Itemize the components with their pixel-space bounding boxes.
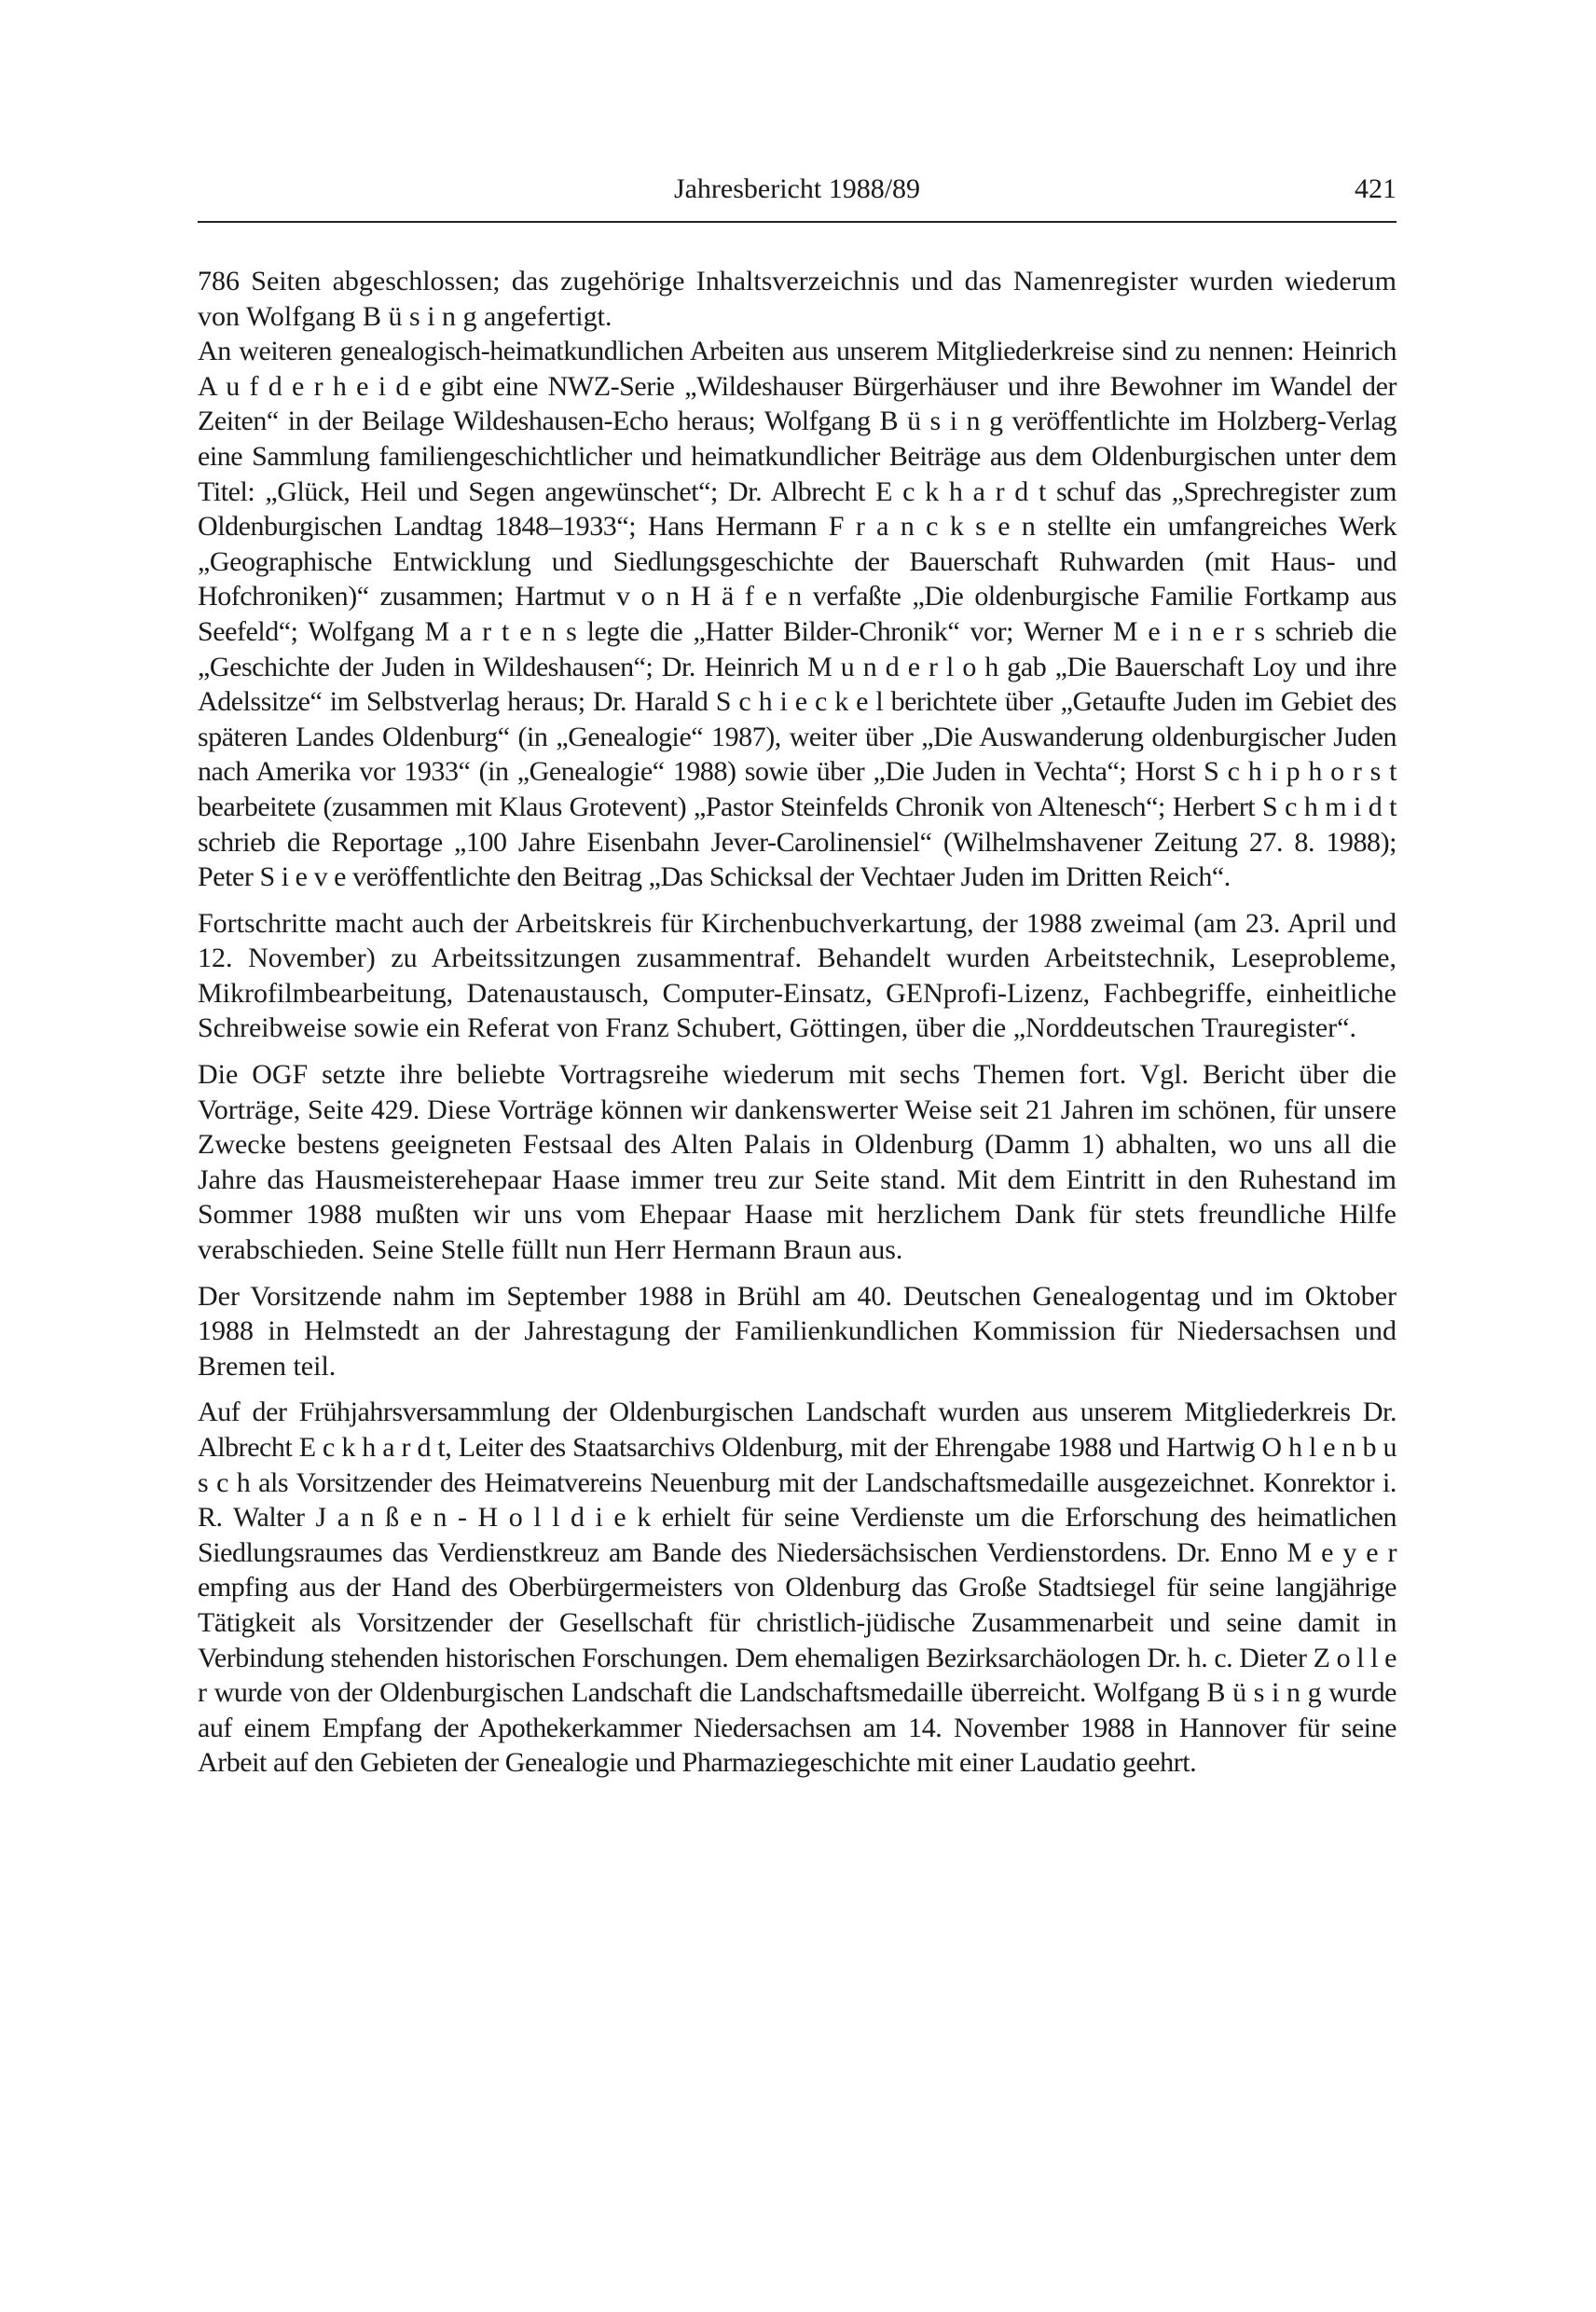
paragraph-ehrungen: Auf der Frühjahrsversammlung der Oldenburgischen Landschaft wurden aus unserem Mitgliederkreis Dr. Albrecht E c k h a r d t, Leiter des Staatsarchivs Oldenburg, mit der Ehrengabe 1988 und Hartwig O h l e n b u s c h als Vorsitzender des Heimatvereins Neuenburg mit der Landschaftsmedaille ausgezeichnet. Konrektor i. R. Walter J a n ß e n - H o l l d i e k erhielt für seine Verdienste um die Erforschung des heimatlichen Siedlungsraumes das Verdienstkreuz am Bande des Niedersächsischen Verdienstordens. Dr. Enno M e y e r empfing aus der Hand des Oberbürgermeisters von Oldenburg das Große Stadtsiegel für seine langjährige Tätigkeit als Vorsitzender der Gesellschaft für christlich-jüdische Zusammenarbeit und seine damit in Verbindung stehenden historischen Forschungen. Dem ehemaligen Bezirksarchäologen Dr. h. c. Dieter Z o l l e r wurde von der Oldenburgischen Landschaft die Landschaftsmedaille überreicht. Wolfgang B ü s i n g wurde auf einem Empfang der Apothekerkammer Niedersachsen am 14. November 1988 in Hannover für seine Arbeit auf den Gebieten der Genealogie und Pharmaziegeschichte mit einer Laudatio geehrt. — [198, 1397, 1396, 1779]
header-rule — [198, 221, 1396, 223]
paragraph-arbeitskreis: Fortschritte macht auch der Arbeitskreis für Kirchenbuchverkartung, der 1988 zweimal (am 23. April und 12. November) zu Arbeitssitzungen zusammentraf. Behandelt wurden Arbeitstechnik, Leseprobleme, Mikrofilmbearbeitung, Datenaustausch, Computer-Einsatz, GENprofi-Lizenz, Fachbegriffe, einheitliche Schreibweise sowie ein Referat von Franz Schubert, Göttingen, über die „Norddeutschen Trauregister“. — [198, 907, 1396, 1044]
paragraph-register: 786 Seiten abgeschlossen; das zugehörige Inhaltsverzeichnis und das Namenregister wurden wiederum von Wolfgang B ü s i n g angefertigt. — [198, 266, 1396, 332]
paragraph-vortragsreihe: Die OGF setzte ihre beliebte Vortragsreihe wiederum mit sechs Themen fort. Vgl. Bericht über die Vorträge, Seite 429. Diese Vorträge können wir dankenswerter Weise seit 21 Jahren im schönen, für unsere Zwecke bestens geeigneten Festsaal des Alten Palais in Oldenburg (Damm 1) abhalten, wo uns all die Jahre das Hausmeisterehepaar Haase immer treu zur Seite stand. Mit dem Eintritt in den Ruhestand im Sommer 1988 mußten wir uns vom Ehepaar Haase mit herzlichem Dank für stets freundliche Hilfe verabschieden. Seine Stelle füllt nun Herr Hermann Braun aus. — [198, 1059, 1396, 1266]
paragraph-publications: An weiteren genealogisch-heimatkundlichen Arbeiten aus unserem Mitgliederkreise sind zu nennen: Heinrich A u f d e r h e i d e gibt eine NWZ-Serie „Wildeshauser Bürgerhäuser und ihre Bewohner im Wandel der Zeiten“ in der Beilage Wildeshausen-Echo heraus; Wolfgang B ü s i n g veröffentlichte im Holzberg-Verlag eine Sammlung familiengeschichtlicher und heimatkundlicher Beiträge aus dem Oldenburgischen unter dem Titel: „Glück, Heil und Segen angewünschet“; Dr. Albrecht E c k h a r d t schuf das „Sprechregister zum Oldenburgischen Landtag 1848–1933“; Hans Hermann F r a n c k s e n stellte ein umfangreiches Werk „Geographische Entwicklung und Siedlungsgeschichte der Bauerschaft Ruhwarden (mit Haus- und Hofchroniken)“ zusammen; Hartmut v o n H ä f e n verfaßte „Die oldenburgische Familie Fortkamp aus Seefeld“; Wolfgang M a r t e n s legte die „Hatter Bilder-Chronik“ vor; Werner M e i n e r s schrieb die „Geschichte der Juden in Wildeshausen“; Dr. Heinrich M u n d e r l o h gab „Die Bauerschaft Loy und ihre Adelssitze“ im Selbstverlag heraus; Dr. Harald S c h i e c k e l berichtete über „Getaufte Juden im Gebiet des späteren Landes Oldenburg“ (in „Genealogie“ 1987), weiter über „Die Auswanderung oldenburgischer Juden nach Amerika vor 1933“ (in „Genealogie“ 1988) sowie über „Die Juden in Vechta“; Horst S c h i p h o r s t bearbeitete (zusammen mit Klaus Grotevent) „Pastor Steinfelds Chronik von Altenesch“; Herbert S c h m i d t schrieb die Reportage „100 Jahre Eisenbahn Jever-Carolinensiel“ (Wilhelmshavener Zeitung 27. 8. 1988); Peter S i e v e veröffentlichte den Beitrag „Das Schicksal der Vechtaer Juden im Dritten Reich“. — [198, 336, 1396, 893]
running-header — [198, 173, 1396, 214]
paragraph-vorsitzender: Der Vorsitzende nahm im September 1988 in Brühl am 40. Deutschen Genealogentag und im Oktober 1988 in Helmstedt an der Jahrestagung der Familienkundlichen Kommission für Niedersachsen und Bremen teil. — [198, 1280, 1396, 1382]
running-title: Jahresbericht 1988/89 — [673, 173, 921, 204]
page-number: 421 — [1355, 173, 1396, 204]
body-text — [198, 264, 1396, 1781]
